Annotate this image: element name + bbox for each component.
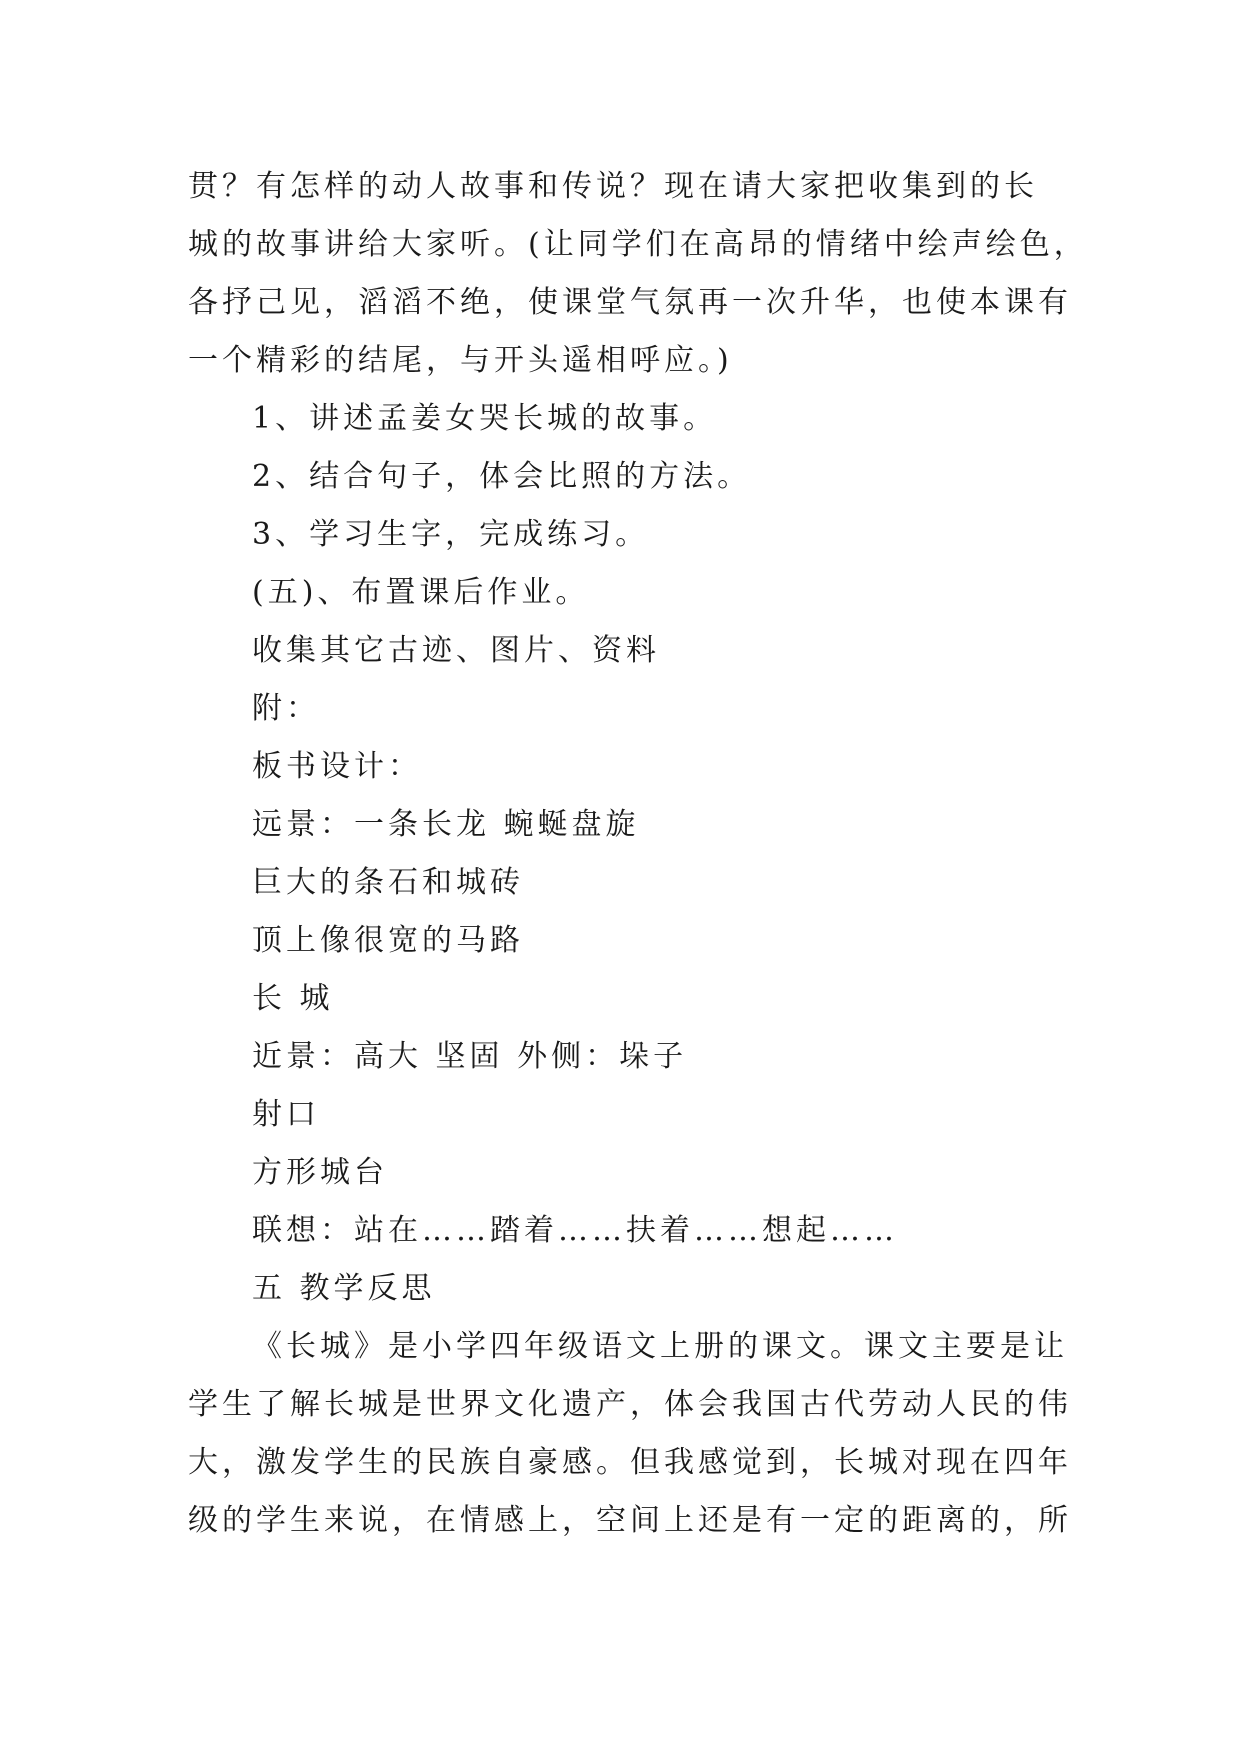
text-line: 大，激发学生的民族自豪感。但我感觉到，长城对现在四年 (188, 1445, 1072, 1480)
text-line: 学生了解长城是世界文化遗产，体会我国古代劳动人民的伟 (188, 1387, 1072, 1422)
section-heading: 五 教学反思 (252, 1271, 436, 1306)
document-body (188, 158, 1088, 1550)
board-design-line: 巨大的条石和城砖 (252, 865, 524, 900)
text-line: 收集其它古迹、图片、资料 (252, 633, 660, 668)
list-item: 1、讲述孟姜女哭长城的故事。 (252, 401, 718, 436)
board-design-line: 顶上像很宽的马路 (252, 923, 524, 958)
board-design-line: 联想：站在……踏着……扶着……想起…… (252, 1213, 898, 1248)
board-design-line: 远景：一条长龙 蜿蜒盘旋 (252, 807, 640, 842)
list-item: 2、结合句子，体会比照的方法。 (252, 459, 752, 494)
appendix-label: 附： (252, 691, 320, 726)
text-line: 一个精彩的结尾，与开头遥相呼应。) (188, 343, 733, 378)
text-line: 级的学生来说，在情感上，空间上还是有一定的距离的，所 (188, 1503, 1072, 1538)
board-design-line: 长 城 (252, 981, 334, 1016)
text-line: 贯？有怎样的动人故事和传说？现在请大家把收集到的长 (188, 169, 1038, 204)
list-item: 3、学习生字，完成练习。 (252, 517, 650, 552)
board-design-line: 方形城台 (252, 1155, 388, 1190)
text-line: 城的故事讲给大家听。(让同学们在高昂的情绪中绘声绘色， (188, 227, 1088, 262)
text-line: 各抒己见，滔滔不绝，使课堂气氛再一次升华，也使本课有 (188, 285, 1072, 320)
section-heading: (五)、布置课后作业。 (252, 575, 590, 610)
text-line: 《长城》是小学四年级语文上册的课文。课文主要是让 (252, 1329, 1068, 1364)
board-design-line: 射口 (252, 1097, 320, 1132)
board-design-heading: 板书设计： (252, 749, 422, 784)
board-design-line: 近景：高大 坚固 外侧：垛子 (252, 1039, 688, 1074)
